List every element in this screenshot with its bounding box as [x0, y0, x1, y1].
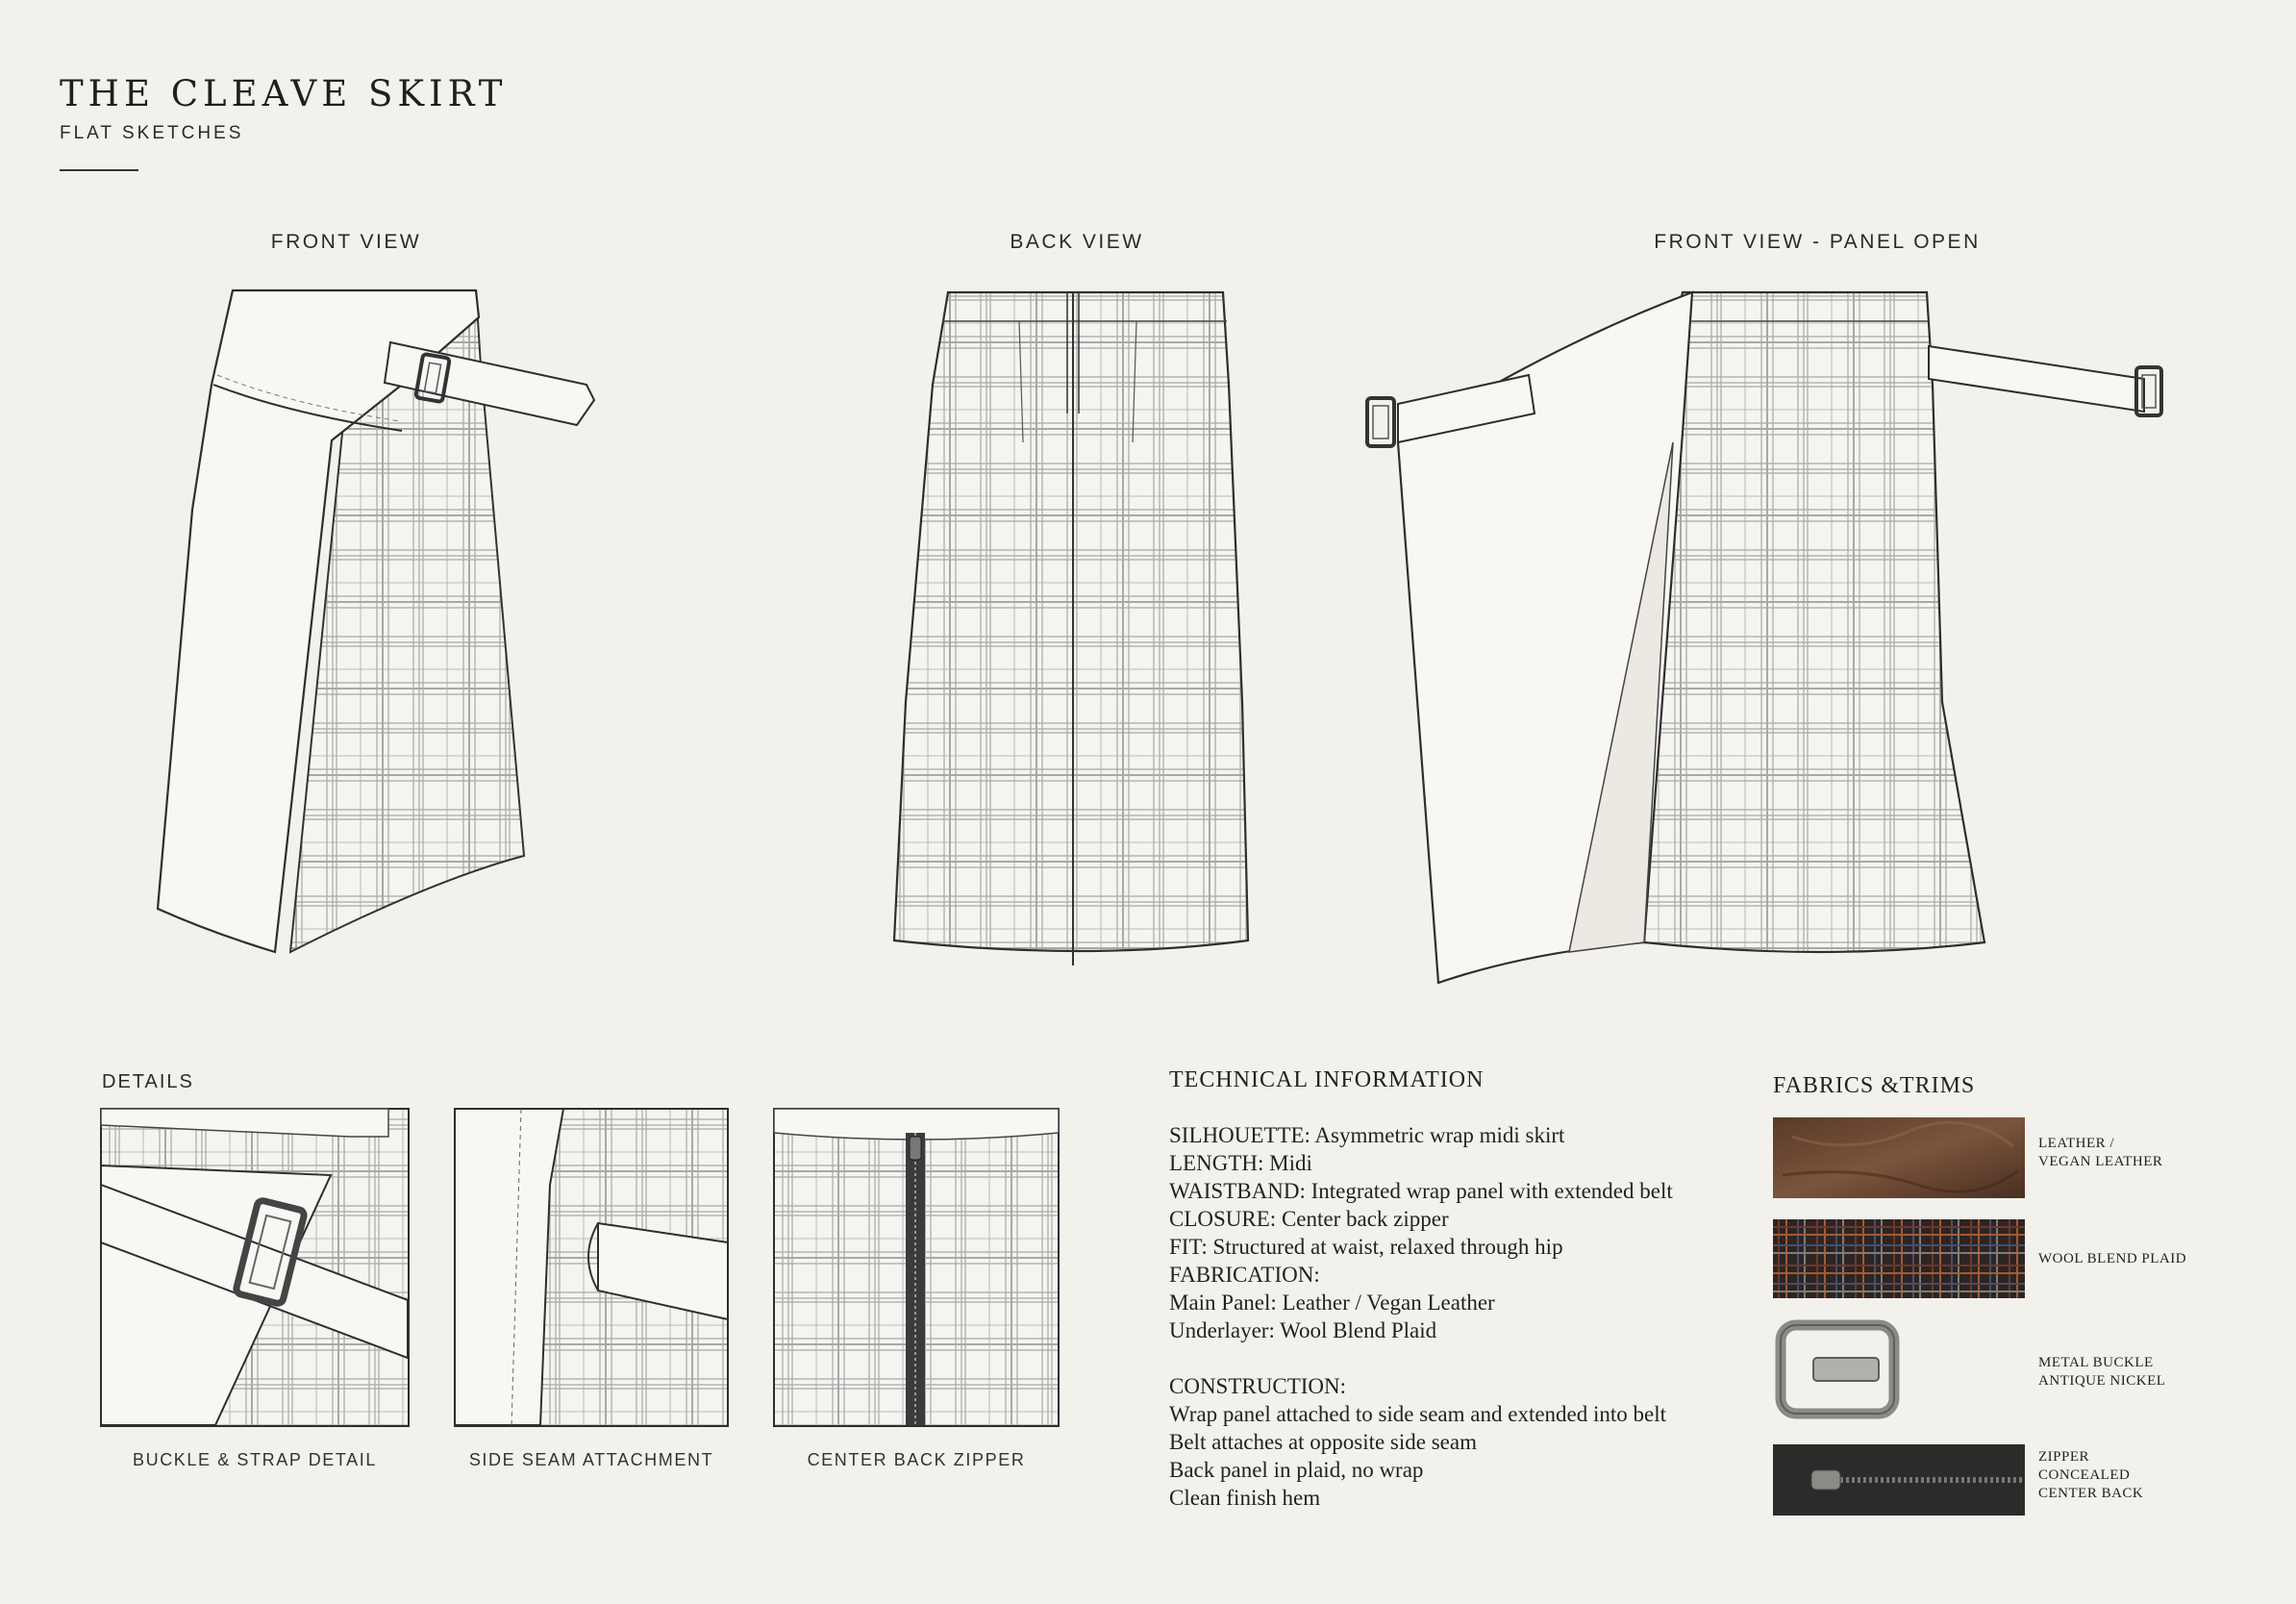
spec-fabrication: FABRICATION: — [1169, 1263, 1320, 1287]
spec-main-panel: Main Panel: Leather / Vegan Leather — [1169, 1291, 1495, 1315]
detail-side-seam — [454, 1108, 729, 1427]
front-view-sketch — [144, 279, 615, 990]
technical-heading: TECHNICAL INFORMATION — [1169, 1067, 1485, 1092]
construction-line: Wrap panel attached to side seam and extended into belt — [1169, 1402, 1667, 1426]
page-subtitle: FLAT SKETCHES — [60, 123, 244, 143]
spec-closure: CLOSURE: Center back zipper — [1169, 1207, 1449, 1231]
plaid-swatch-icon — [1773, 1219, 2025, 1298]
technical-spec-list — [1169, 1121, 1673, 1512]
spec-silhouette: SILHOUETTE: Asymmetric wrap midi skirt — [1169, 1123, 1565, 1147]
detail-buckle-strap — [100, 1108, 410, 1427]
fabric-label-zipper: ZIPPER CONCEALED CENTER BACK — [2038, 1449, 2144, 1501]
detail-label-side-seam: SIDE SEAM ATTACHMENT — [468, 1450, 714, 1469]
page-title: THE CLEAVE SKIRT — [60, 73, 508, 114]
details-heading: DETAILS — [102, 1071, 194, 1092]
spec-fit: FIT: Structured at waist, relaxed through hip — [1169, 1235, 1563, 1259]
title-divider — [60, 169, 138, 171]
fabrics-heading: FABRICS &TRIMS — [1773, 1073, 1976, 1098]
spec-underlayer: Underlayer: Wool Blend Plaid — [1169, 1318, 1437, 1342]
panel-open-sketch — [1356, 279, 2183, 990]
detail-center-zipper — [773, 1108, 1060, 1427]
zipper-swatch-icon — [1773, 1444, 2025, 1516]
construction-line: Belt attaches at opposite side seam — [1169, 1430, 1477, 1454]
construction-line: Clean finish hem — [1169, 1486, 1321, 1510]
front-view-label: FRONT VIEW — [270, 231, 422, 253]
construction-line: Back panel in plaid, no wrap — [1169, 1458, 1424, 1482]
panel-open-view-label: FRONT VIEW - PANEL OPEN — [1654, 231, 1981, 253]
buckle-swatch-icon — [1775, 1319, 1900, 1419]
construction-heading: CONSTRUCTION: — [1169, 1374, 1347, 1398]
back-view-label: BACK VIEW — [1010, 231, 1144, 253]
detail-label-buckle: BUCKLE & STRAP DETAIL — [132, 1450, 377, 1469]
fabric-label-plaid: WOOL BLEND PLAID — [2038, 1251, 2187, 1266]
back-view-sketch — [885, 279, 1288, 990]
fabric-label-buckle: METAL BUCKLE ANTIQUE NICKEL — [2038, 1355, 2166, 1389]
spec-length: LENGTH: Midi — [1169, 1151, 1312, 1175]
spec-waistband: WAISTBAND: Integrated wrap panel with extended belt — [1169, 1179, 1673, 1203]
leather-swatch-icon — [1773, 1117, 2025, 1198]
fabric-label-leather: LEATHER / VEGAN LEATHER — [2038, 1136, 2163, 1169]
detail-label-zipper: CENTER BACK ZIPPER — [807, 1450, 1026, 1469]
